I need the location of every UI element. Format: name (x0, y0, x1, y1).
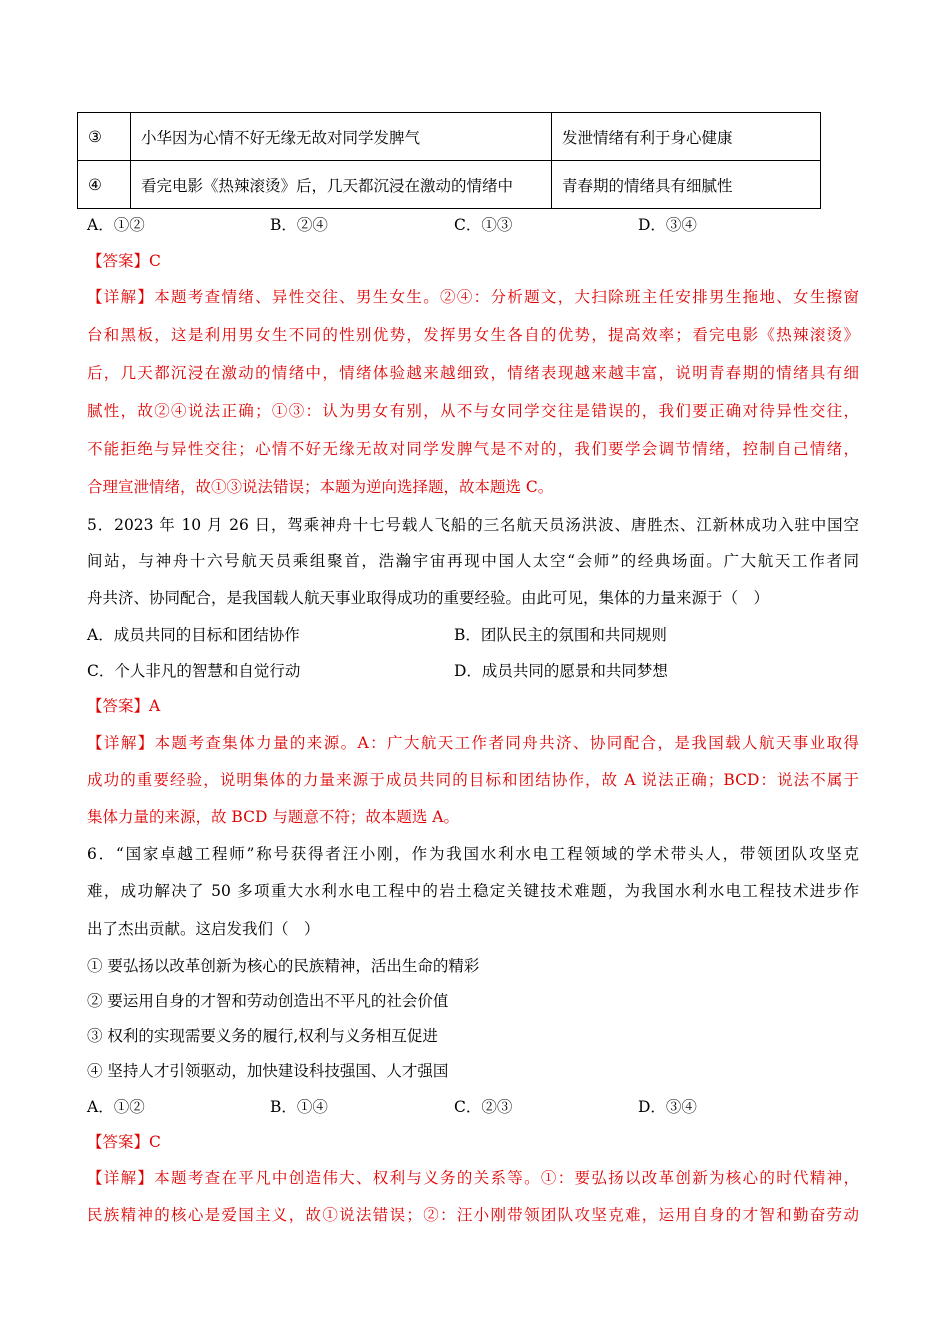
row-view: 青春期的情绪具有细腻性 (552, 161, 821, 209)
analysis-line: 成功的重要经验，说明集体的力量来源于成员共同的目标和团结协作，故 A 说法正确；BCD：说法不属于 (87, 771, 859, 789)
question-stem: 舟共济、协同配合，是我国载人航天事业取得成功的重要经验。由此可见，集体的力量来源于（ ） (87, 589, 770, 607)
analysis-line: 【详解】本题考查情绪、异性交往、男生女生。②④：分析题文，大扫除班主任安排男生拖地、女生擦窗 (87, 288, 859, 306)
row-number: ③ (78, 113, 131, 161)
analysis-line: 台和黑板，这是利用男女生不同的性别优势，发挥男女生各自的优势，提高效率；看完电影《热辣滚烫》 (87, 326, 859, 344)
choice-a: A．成员共同的目标和团结协作 (87, 626, 300, 644)
question-stem: 间站，与神舟十六号航天员乘组聚首，浩瀚宇宙再现中国人太空“会师”的经典场面。广大航天工作者同 (87, 552, 859, 570)
choice-a: A．①② (87, 216, 145, 234)
answer-label: 【答案】C (87, 1133, 161, 1151)
analysis-line: 后，几天都沉浸在激动的情绪中，情绪体验越来越细致，情绪表现越来越丰富，说明青春期的情绪具有细 (87, 364, 859, 382)
analysis-line: 腻性，故②④说法正确；①③：认为男女有别，从不与女同学交往是错误的，我们要正确对待异性交往， (87, 402, 859, 420)
analysis-line: 集体力量的来源，故 BCD 与题意不符；故本题选 A。 (87, 808, 459, 826)
table-row (78, 161, 821, 209)
choice-d: D．③④ (638, 1098, 697, 1116)
analysis-line: 【详解】本题考查在平凡中创造伟大、权利与义务的关系等。①：要弘扬以改革创新为核心的时代精神， (87, 1169, 859, 1187)
analysis-line: 不能拒绝与异性交往；心情不好无缘无故对同学发脾气是不对的，我们要学会调节情绪，控制自己情绪， (87, 440, 859, 458)
row-number: ④ (78, 161, 131, 209)
choice-c: C．①③ (454, 216, 513, 234)
answer-label: 【答案】C (87, 252, 161, 270)
option-item: ③ 权利的实现需要义务的履行,权利与义务相互促进 (87, 1027, 438, 1045)
row-statement: 看完电影《热辣滚烫》后，几天都沉浸在激动的情绪中 (131, 161, 552, 209)
options-table (77, 112, 821, 209)
answer-label: 【答案】A (87, 697, 161, 715)
option-item: ④ 坚持人才引领驱动，加快建设科技强国、人才强国 (87, 1062, 449, 1080)
question-stem: 6．“国家卓越工程师”称号获得者汪小刚，作为我国水利水电工程领域的学术带头人，带领团队攻坚克 (87, 845, 859, 863)
row-statement: 小华因为心情不好无缘无故对同学发脾气 (131, 113, 552, 161)
option-item: ② 要运用自身的才智和劳动创造出不平凡的社会价值 (87, 992, 449, 1010)
choice-b: B．①④ (270, 1098, 328, 1116)
question-stem: 难，成功解决了 50 多项重大水利水电工程中的岩土稳定关键技术难题，为我国水利水电工程技术进步作 (87, 882, 859, 900)
choice-d: D．成员共同的愿景和共同梦想 (454, 662, 668, 680)
choice-a: A．①② (87, 1098, 145, 1116)
analysis-line: 合理宣泄情绪，故①③说法错误；本题为逆向选择题，故本题选 C。 (87, 478, 554, 496)
choice-c: C．②③ (454, 1098, 513, 1116)
row-view: 发泄情绪有利于身心健康 (552, 113, 821, 161)
choice-b: B．②④ (270, 216, 328, 234)
choice-d: D．③④ (638, 216, 697, 234)
choice-c: C．个人非凡的智慧和自觉行动 (87, 662, 301, 680)
question-stem: 5．2023 年 10 月 26 日，驾乘神舟十七号载人飞船的三名航天员汤洪波、唐胜杰、江新林成功入驻中国空 (87, 516, 859, 534)
analysis-line: 【详解】本题考查集体力量的来源。A：广大航天工作者同舟共济、协同配合，是我国载人航天事业取得 (87, 734, 859, 752)
option-item: ① 要弘扬以改革创新为核心的民族精神，活出生命的精彩 (87, 957, 480, 975)
choice-b: B．团队民主的氛围和共同规则 (454, 626, 667, 644)
analysis-line: 民族精神的核心是爱国主义，故①说法错误；②：汪小刚带领团队攻坚克难，运用自身的才智和勤奋劳动 (87, 1206, 859, 1224)
table-row (78, 113, 821, 161)
question-stem: 出了杰出贡献。这启发我们（ ） (87, 920, 320, 938)
